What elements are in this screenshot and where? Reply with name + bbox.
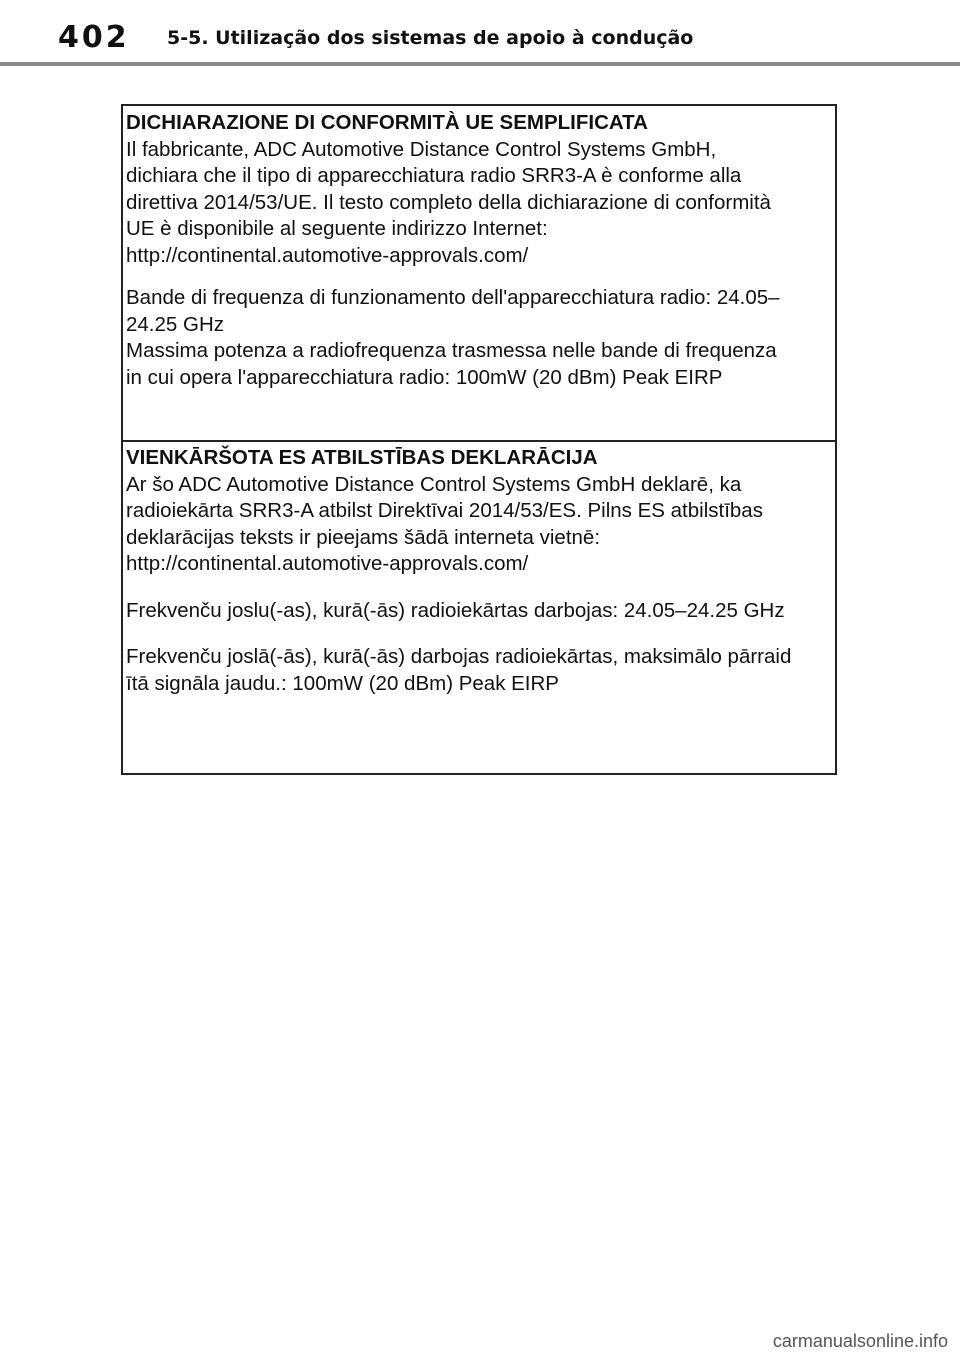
text-line: deklarācijas teksts ir pieejams šādā interneta vietnē:	[126, 525, 601, 549]
text-line: Frekvenču joslā(-ās), kurā(-ās) darbojas radioiekārtas, maksimālo pārraid	[126, 645, 792, 668]
page-number: 402	[58, 20, 130, 55]
header-divider	[0, 62, 960, 66]
text-line: dichiara che il tipo di apparecchiatura radio SRR3-A è conforme alla	[126, 164, 742, 187]
text-line: Ar šo ADC Automotive Distance Control Systems GmbH deklarē, ka	[126, 472, 742, 496]
spacer	[126, 578, 835, 598]
url-text: http://continental.automotive-approvals.com/	[126, 552, 529, 575]
url-text: http://continental.automotive-approvals.com/	[126, 243, 529, 267]
declaration-latvian-title: VIENKĀRŠOTA ES ATBILSTĪBAS DEKLARĀCIJA	[126, 446, 598, 469]
text-line: radioiekārta SRR3-A atbilst Direktīvai 2014/53/ES. Pilns ES atbilstības	[126, 499, 763, 522]
declaration-box	[121, 104, 837, 775]
text-line: 24.25 GHz	[126, 312, 224, 336]
declaration-latvian	[123, 440, 835, 773]
text-line: in cui opera l'apparecchiatura radio: 100mW (20 dBm) Peak EIRP	[126, 365, 723, 389]
text-line: Frekvenču joslu(-as), kurā(-ās) radioiekārtas darbojas: 24.05–24.25 GHz	[126, 598, 785, 622]
page-header	[0, 0, 960, 66]
text-line: Bande di frequenza di funzionamento dell'apparecchiatura radio: 24.05–	[126, 286, 780, 309]
text-line: ītā signāla jaudu.: 100mW (20 dBm) Peak EIRP	[126, 671, 559, 695]
text-line: Il fabbricante, ADC Automotive Distance Control Systems GmbH,	[126, 137, 717, 161]
declaration-italian-title: DICHIARAZIONE DI CONFORMITÀ UE SEMPLIFICATA	[126, 111, 648, 134]
watermark: carmanualsonline.info	[772, 1331, 948, 1351]
text-line: UE è disponibile al seguente indirizzo Internet:	[126, 217, 548, 240]
section-title: 5-5. Utilização dos sistemas de apoio à condução	[167, 27, 694, 49]
text-line: Massima potenza a radiofrequenza trasmessa nelle bande di frequenza	[126, 339, 777, 362]
spacer	[126, 624, 835, 644]
spacer	[126, 269, 835, 285]
declaration-italian	[123, 106, 835, 440]
text-line: direttiva 2014/53/UE. Il testo completo della dichiarazione di conformità	[126, 190, 771, 214]
